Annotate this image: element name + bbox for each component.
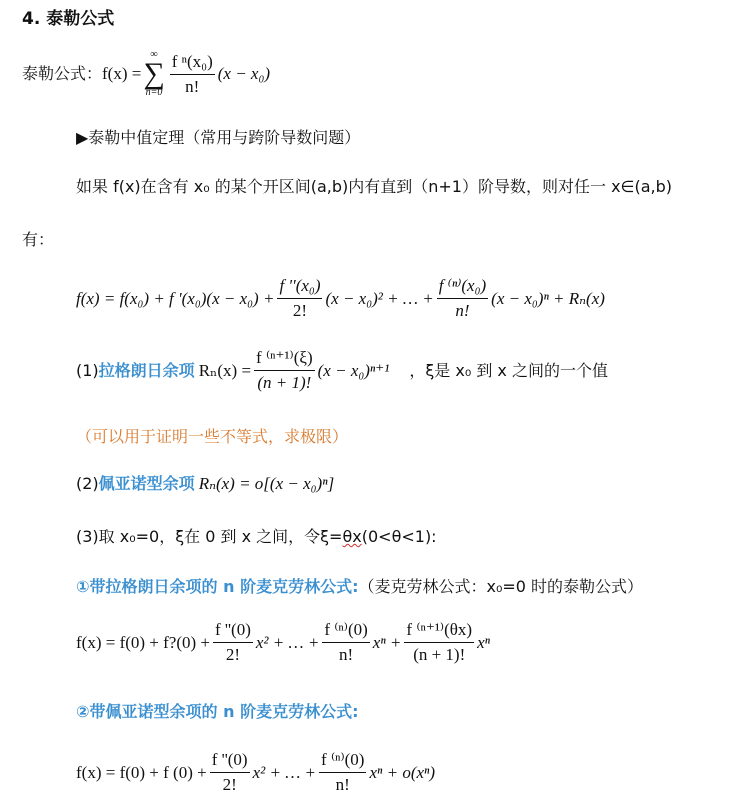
lagrange-fraction bbox=[254, 348, 315, 393]
peano-name: 佩亚诺型余项 bbox=[98, 474, 195, 493]
expansion-fraction-2-numerator: f ⁽ⁿ⁾(x₀) bbox=[437, 276, 488, 299]
peano-prefix: (2) bbox=[76, 474, 99, 493]
lagrange-tail: (x − x₀)ⁿ⁺¹ bbox=[317, 360, 390, 380]
section-title: 泰勒公式 bbox=[46, 9, 115, 29]
maclaurin-2-title: ②带佩亚诺型余项的 n 阶麦克劳林公式: bbox=[76, 702, 359, 721]
step-three-text: (3)取 x₀=0，ξ在 0 到 x 之间，令ξ= bbox=[76, 527, 343, 546]
lagrange-prefix: (1) bbox=[76, 360, 99, 380]
expansion-part-3: (x − x₀)ⁿ + Rₙ(x) bbox=[491, 288, 605, 308]
maclaurin-1-part-4: xⁿ bbox=[477, 632, 490, 652]
sigma-icon: ∑ bbox=[143, 57, 165, 90]
maclaurin-2-fraction-1-denominator: 2! bbox=[222, 775, 237, 794]
peano-formula: Rₙ(x) = o[(x − x₀)ⁿ] bbox=[198, 474, 335, 493]
maclaurin-1-fraction-2-numerator: f ⁽ⁿ⁾(0) bbox=[322, 620, 369, 643]
maclaurin-1-fraction-3 bbox=[404, 620, 474, 665]
maclaurin-1-fraction-1-denominator: 2! bbox=[225, 645, 241, 664]
maclaurin-1-formula bbox=[76, 620, 490, 665]
lagrange-fraction-denominator: (n + 1)! bbox=[257, 373, 312, 392]
theta-x: θx bbox=[342, 527, 362, 546]
maclaurin-1-fraction-1-numerator: f ''(0) bbox=[213, 620, 253, 643]
expansion-part-1: f(x) = f(x₀) + f '(x₀)(x − x₀) + bbox=[76, 288, 275, 308]
expansion-fraction-2 bbox=[437, 276, 488, 321]
maclaurin-1-note: （麦克劳林公式：x₀=0 时的泰勒公式） bbox=[358, 577, 644, 596]
maclaurin-2-fraction-2-denominator: n! bbox=[335, 775, 350, 794]
step-three bbox=[76, 525, 437, 549]
section-number: 4. bbox=[22, 9, 41, 29]
sum-upper-limit: ∞ bbox=[150, 49, 158, 60]
mvt-condition: 如果 f(x)在含有 x₀ 的某个开区间(a,b)内有直到（n+1）阶导数，则对任一 x∈(a,b) bbox=[76, 177, 673, 196]
lagrange-usage: （可以用于证明一些不等式，求极限） bbox=[76, 427, 349, 446]
maclaurin-1-part-3: xⁿ + bbox=[372, 632, 402, 652]
maclaurin-2-fraction-2 bbox=[319, 750, 366, 795]
maclaurin-2-fraction-1 bbox=[210, 750, 250, 795]
mvt-heading: ▶泰勒中值定理（常用与跨阶导数问题） bbox=[76, 128, 361, 147]
mvt-has: 有： bbox=[22, 230, 55, 249]
taylor-expansion bbox=[76, 276, 605, 321]
maclaurin-1-fraction-1 bbox=[213, 620, 253, 665]
step-three-end: (0<θ<1): bbox=[361, 527, 437, 546]
maclaurin-2-formula bbox=[76, 750, 435, 795]
maclaurin-2-part-1: f(x) = f(0) + f (0) + bbox=[76, 762, 207, 782]
taylor-label: 泰勒公式： bbox=[22, 64, 103, 83]
expansion-fraction-1-numerator: f ''(x₀) bbox=[277, 276, 322, 299]
maclaurin-1-title: ①带拉格朗日余项的 n 阶麦克劳林公式: bbox=[76, 577, 359, 596]
sum-lower-limit: n=0 bbox=[145, 87, 163, 98]
sum-symbol bbox=[143, 50, 164, 98]
maclaurin-1-fraction-3-denominator: (n + 1)! bbox=[413, 645, 466, 664]
taylor-fraction bbox=[170, 52, 215, 97]
maclaurin-1-fraction-3-numerator: f ⁽ⁿ⁺¹⁾(θx) bbox=[404, 620, 474, 643]
maclaurin-1-part-2: x² + … + bbox=[255, 632, 320, 652]
maclaurin-2-fraction-1-numerator: f ''(0) bbox=[210, 750, 250, 773]
maclaurin-1-fraction-2-denominator: n! bbox=[338, 645, 354, 664]
maclaurin-1-part-1: f(x) = f(0) + f?(0) + bbox=[76, 632, 211, 652]
taylor-tail: (x − x₀) bbox=[217, 64, 271, 83]
expansion-part-2: (x − x₀)² + … + bbox=[325, 288, 434, 308]
maclaurin-2-fraction-2-numerator: f ⁽ⁿ⁾(0) bbox=[319, 750, 366, 773]
lagrange-name: 拉格朗日余项 bbox=[98, 360, 195, 380]
maclaurin-1-heading bbox=[76, 575, 643, 599]
maclaurin-2-part-2: x² + … + bbox=[252, 762, 317, 782]
taylor-fraction-denominator: n! bbox=[185, 76, 200, 96]
taylor-fraction-numerator: f ⁿ(x₀) bbox=[170, 52, 215, 75]
taylor-formula bbox=[22, 50, 270, 98]
lagrange-lhs: Rₙ(x) = bbox=[198, 360, 252, 380]
taylor-lhs: f(x) = bbox=[102, 64, 142, 83]
peano-remainder bbox=[76, 472, 334, 496]
lagrange-note: ，ξ是 x₀ 到 x 之间的一个值 bbox=[409, 360, 608, 380]
expansion-fraction-2-denominator: n! bbox=[455, 301, 470, 320]
expansion-fraction-1 bbox=[277, 276, 322, 321]
lagrange-fraction-numerator: f ⁽ⁿ⁺¹⁾(ξ) bbox=[254, 348, 315, 371]
maclaurin-2-part-3: xⁿ + o(xⁿ) bbox=[369, 762, 436, 782]
lagrange-remainder bbox=[76, 348, 608, 393]
expansion-fraction-1-denominator: 2! bbox=[292, 301, 308, 320]
maclaurin-1-fraction-2 bbox=[322, 620, 369, 665]
section-heading bbox=[22, 4, 114, 29]
